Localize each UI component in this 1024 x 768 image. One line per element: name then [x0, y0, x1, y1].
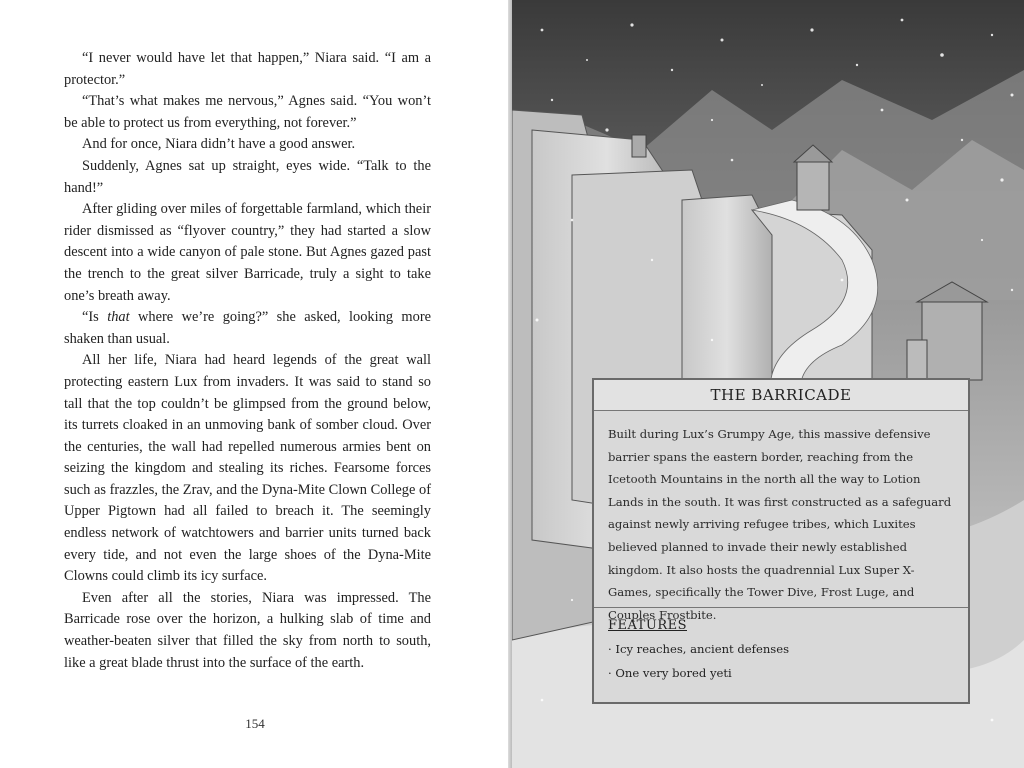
feature-item: · Icy reaches, ancient defenses: [608, 642, 790, 656]
paragraph-question: [64, 307, 431, 350]
paragraph: Even after all the stories, Niara was impressed. The Barricade rose over the horizon, a hulking slab of time and weather-beaten silver that filled the sky from north to south, like a great blade thrust into the surface of the earth.: [64, 589, 431, 671]
info-box-description: Built during Lux’s Grumpy Age, this massive defensive barrier spans the eastern border, reaching from the Icetooth Mountains in the north all the way to Lotion Lands in the south. It was first constructed as a safeguard against newly arriving refugee tribes, which Luxites believed planned to invade their newly established kingdom. It also hosts the quadrennial Lux Super X-Games, specifically the Tower Dive, Frost Luge, and Couples Frostbite.: [608, 427, 952, 622]
story-text: [64, 48, 431, 674]
paragraph: “I never would have let that happen,” Niara said. “I am a protector.”: [64, 50, 431, 88]
paragraph: “That’s what makes me nervous,” Agnes said. “You won’t be able to protect us from everything, not forever.”: [64, 93, 431, 131]
question-close: where we’re going?” she asked, looking more shaken than usual.: [64, 309, 431, 347]
info-box-title: THE BARRICADE: [594, 380, 968, 411]
paragraph: All her life, Niara had heard legends of the great wall protecting eastern Lux from invaders. It was said to stand so tall that the top couldn’t be glimpsed from the ground below, its turrets cloaked in an unmoving bank of somber cloud. Over the centuries, the wall had repelled numerous armies bent on seizing the kingdom and stealing its riches. Fearsome forces such as frazzles, the Zrav, and the Dyna-Mite Clown College of Upper Pigtown had all failed to breach it. The seemingly endless network of watchtowers and barrier units turned back every tide, and not even the large shoes of the Dyna-Mite Clowns could climb its icy surface.: [64, 352, 431, 585]
left-book-page: [0, 0, 510, 768]
paragraph: After gliding over miles of forgettable farmland, which their rider dismissed as “flyover country,” they had started a slow descent into a wide canyon of pale stone. But Agnes gazed past the trench to the great silver Barricade, truly a sight to take one’s breath away.: [64, 201, 431, 304]
page-number: 154: [245, 716, 265, 731]
paragraph: And for once, Niara didn’t have a good answer.: [82, 136, 356, 153]
question-emphasis: that: [107, 309, 130, 326]
question-open: “Is: [82, 309, 108, 326]
barricade-info-box: [592, 378, 970, 704]
right-illustrated-page: [512, 0, 1024, 768]
features-heading: FEATURES: [608, 618, 687, 633]
feature-item: · One very bored yeti: [608, 666, 732, 680]
paragraph: Suddenly, Agnes sat up straight, eyes wide. “Talk to the hand!”: [64, 157, 431, 196]
